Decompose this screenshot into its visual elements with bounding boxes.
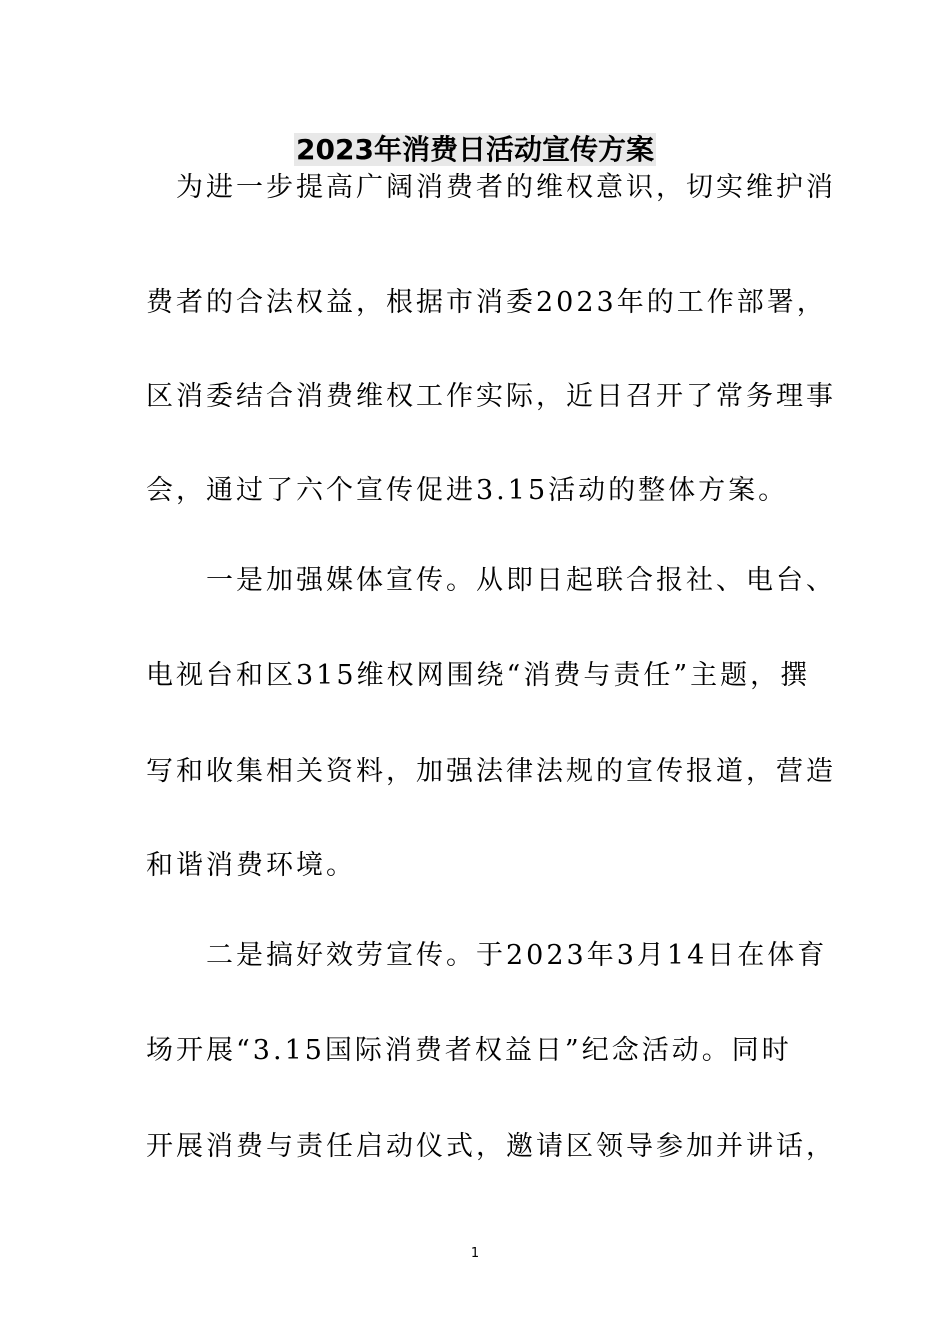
body-line: 为进一步提高广阔消费者的维权意识，切实维护消	[146, 172, 836, 203]
page-number: 1	[470, 1246, 480, 1261]
body-line: 会，通过了六个宣传促进3.15活动的整体方案。	[146, 475, 789, 506]
body-line: 一是加强媒体宣传。从即日起联合报社、电台、	[146, 565, 836, 596]
body-line: 区消委结合消费维权工作实际，近日召开了常务理事	[146, 381, 836, 412]
body-line: 场开展“3.15国际消费者权益日”纪念活动。同时	[146, 1035, 792, 1066]
document-title-text: 2023年消费日活动宣传方案	[296, 133, 654, 166]
body-line: 二是搞好效劳宣传。于2023年3月14日在体育	[146, 940, 828, 971]
body-line: 写和收集相关资料，加强法律法规的宣传报道，营造	[146, 756, 836, 787]
body-line: 费者的合法权益，根据市消委2023年的工作部署，	[146, 287, 827, 318]
body-line: 电视台和区315维权网围绕“消费与责任”主题，撰	[146, 660, 811, 691]
body-line: 和谐消费环境。	[146, 850, 356, 881]
document-title	[0, 128, 950, 172]
body-line: 开展消费与责任启动仪式，邀请区领导参加并讲话，	[146, 1131, 836, 1162]
